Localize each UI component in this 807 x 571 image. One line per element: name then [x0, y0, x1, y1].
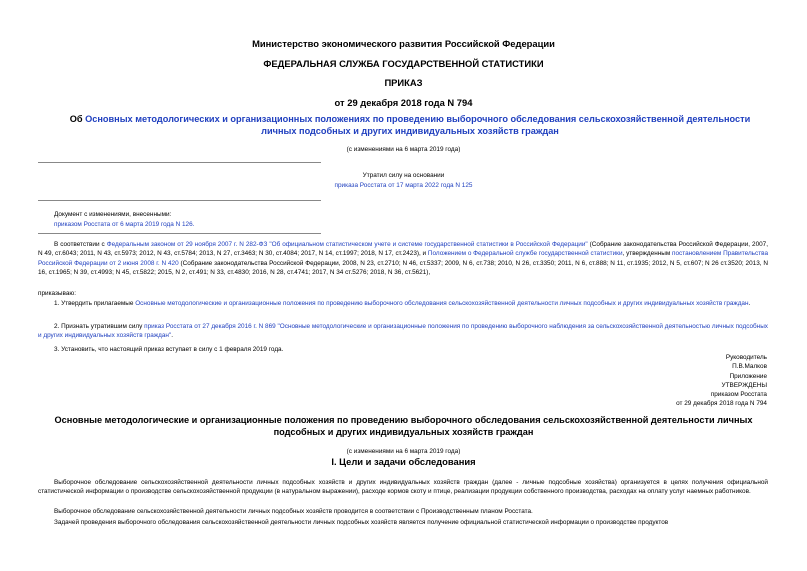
preamble-text: В соответствии с [54, 241, 107, 248]
regulation-link[interactable]: Положением о Федеральной службе государственной статистики [427, 250, 623, 258]
repealed-order-link[interactable]: приказ Росстата от 27 декабря 2016 г. N 869 "Основные методологические и организационные положения по проведению выборочного наблюдения за сельскохозяйственной деятельностью личных подсобных и других индивидуальных хозяйств граждан" [38, 323, 768, 340]
appendix-by: приказом Росстата [710, 391, 767, 399]
item-1 [38, 299, 768, 308]
lost-force-link[interactable]: приказа Росстата от 17 марта 2022 года N 125 [334, 182, 473, 189]
order-title [60, 114, 760, 137]
ministry-heading: Министерство экономического развития Российской Федерации [252, 38, 555, 49]
appendix-label: Приложение [729, 372, 767, 380]
orders-line: приказываю: [38, 290, 76, 297]
item-2-text: 2. Признать утратившим силу [54, 323, 145, 330]
changes-label: Документ с изменениями, внесенными: [54, 211, 172, 218]
preamble-paragraph [38, 240, 768, 278]
section-1-heading: I. Цели и задачи обследования [331, 456, 476, 467]
item-1-text: 1. Утвердить прилагаемые [54, 300, 136, 307]
appendix-paragraph-3: Задачей проведения выборочного обследования сельскохозяйственной деятельности личных подсобных хозяйств является получение официальной статистической информации о производстве продуктов [54, 519, 669, 526]
item-1-end: . [748, 300, 751, 307]
divider [38, 200, 321, 201]
signature-block [676, 353, 767, 409]
approved-provisions-link[interactable]: Основные методологические и организационные положения по проведению выборочного обследования сельскохозяйственной деятельности личных подсобных и других индивидуальных хозяйств граждан [135, 300, 749, 307]
edition-note: (с изменениями на 6 марта 2019 года) [346, 146, 461, 153]
preamble-text: , утвержденным [622, 250, 673, 258]
preamble-text: (Собрание законодательства Российской Федерации, 2007, N 49, ст.6043; 2011, N 43, ст.5973; 2012, N 43, ст.5784; 2013, N 27, ст.3463; N 30, ст.4084; 2017, N 14, ст.1997; 2018, N 17, ст.2423), и [38, 241, 769, 258]
appendix-paragraph-1: Выборочное обследование сельскохозяйственной деятельности личных подсобных хозяйств и других индивидуальных хозяйств граждан (далее - личные подсобные хозяйства) организуется в целях получения официальной статистической информации о производстве сельскохозяйственной продукции (в натуральном выражении), расходе кормов скоту и птице, реализации продукции собственного производства, расходах на оплату услуг наемных работников. [38, 479, 768, 496]
appendix-date: от 29 декабря 2018 года N 794 [676, 400, 767, 408]
date-number-heading: от 29 декабря 2018 года N 794 [334, 97, 473, 108]
appendix-edition-note: (с изменениями на 6 марта 2019 года) [346, 448, 461, 455]
government-decree-link[interactable]: постановлением Правительства Российской Федерации от 2 июня 2008 г. N 420 [38, 250, 769, 267]
doc-type-heading: ПРИКАЗ [384, 77, 423, 88]
item-3: 3. Установить, что настоящий приказ вступает в силу с 1 февраля 2019 года. [54, 346, 284, 353]
service-heading: ФЕДЕРАЛЬНАЯ СЛУЖБА ГОСУДАРСТВЕННОЙ СТАТИСТИКИ [263, 58, 544, 69]
divider [38, 162, 321, 163]
divider [38, 233, 321, 234]
signature-role: Руководитель [725, 354, 767, 361]
federal-law-link[interactable]: Федеральным законом от 29 ноября 2007 г. N 282-ФЗ "Об официальном статистическом учете и системе государственной статистики в Российской Федерации" [106, 241, 588, 248]
item-2-end: . [171, 332, 173, 340]
changes-link[interactable]: приказом Росстата от 6 марта 2019 года N 126. [54, 221, 195, 228]
order-title-link[interactable]: Основных методологических и организационных положениях по проведению выборочного обследования сельскохозяйственной деятельности личных подсобных и других индивидуальных хозяйств граждан [85, 114, 751, 136]
appendix-approved: УТВЕРЖДЕНЫ [721, 381, 767, 389]
appendix-title: Основные методологические и организационные положения по проведению выборочного обследования сельскохозяйственной деятельности личных подсобных и других индивидуальных хозяйств граждан [54, 415, 753, 437]
order-title-prefix: Об [69, 114, 83, 124]
item-2 [38, 322, 768, 341]
signature-name: П.В.Малков [732, 363, 767, 371]
appendix-paragraph-2: Выборочное обследование сельскохозяйственной деятельности личных подсобных хозяйств проводится в соответствии с Производственным планом Росстата. [54, 508, 533, 515]
preamble-text: (Собрание законодательства Российской Федерации, 2008, N 23, ст.2710; N 46, ст.5337; 2009, N 6, ст.738; 2010, N 26, ст.3350; 2011, N 6, ст.888; N 11, ст.1935; 2012, N 5, ст.607; N 26 ст.3520; 2013, N 16, ст.1965; N 39, ст.4993; N 45, ст.5822; 2015, N 2, ст.491; N 33, ст.4830; 2016, N 28, ст.4741; 2017, N 34 ст.5276; 2018, N 36, ст.5621), [38, 259, 768, 277]
lost-force-note: Утратил силу на основании [362, 172, 445, 179]
